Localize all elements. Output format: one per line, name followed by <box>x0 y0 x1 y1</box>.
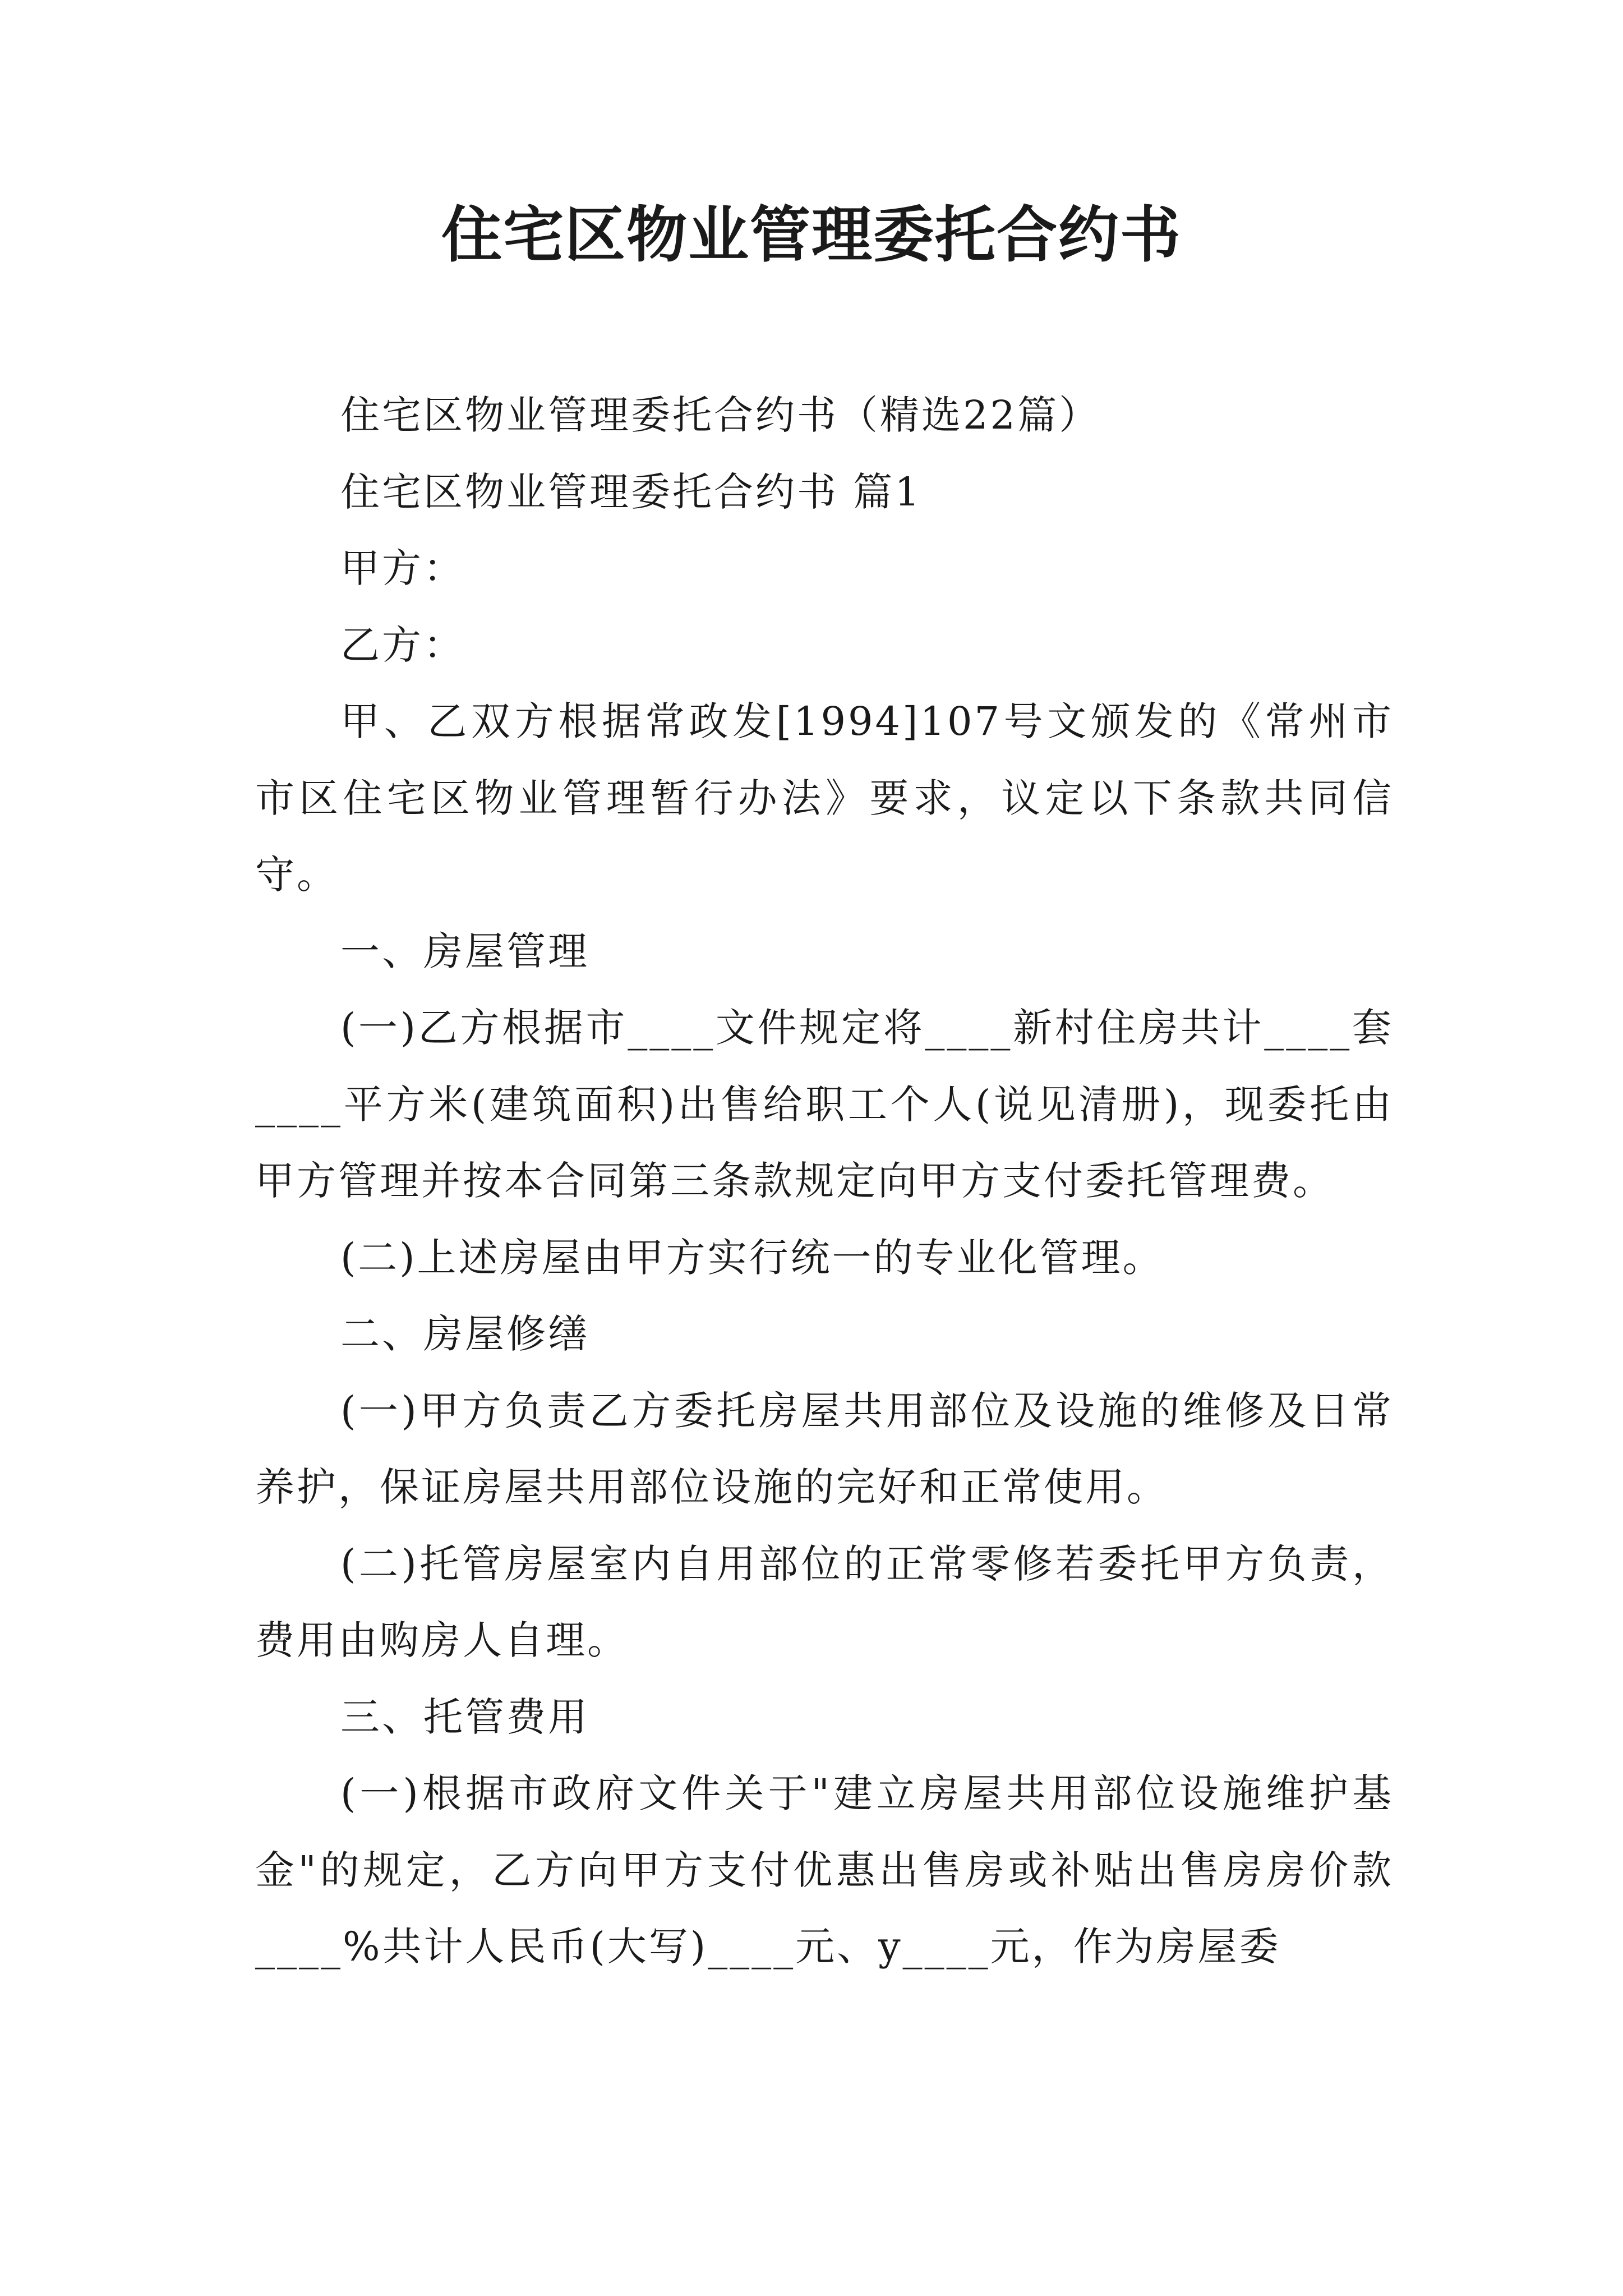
paragraph-clause-1-1: (一)乙方根据市____文件规定将____新村住房共计____套____平方米(建筑面积)出售给职工个人(说见清册)，现委托由甲方管理并按本合同第三条款规定向甲方支付委托管理费。 <box>255 1005 1394 1204</box>
paragraph-clause-3-1: (一)根据市政府文件关于"建立房屋共用部位设施维护基金"的规定，乙方向甲方支付优惠出售房或补贴出售房房价款____%共计人民币(大写)____元、y____元，作为房屋委 <box>255 1770 1394 1970</box>
paragraph-section-heading: 住宅区物业管理委托合约书 篇1 <box>340 468 922 515</box>
paragraph-party-b: 乙方： <box>340 622 465 668</box>
heading-housing-management: 一、房屋管理 <box>340 928 589 974</box>
paragraph-subtitle: 住宅区物业管理委托合约书（精选22篇） <box>340 392 1101 438</box>
paragraph-clause-1-2: (二)上述房屋由甲方实行统一的专业化管理。 <box>340 1234 1164 1281</box>
paragraph-preamble: 甲、乙双方根据常政发[1994]107号文颁发的《常州市市区住宅区物业管理暂行办法》要求，议定以下条款共同信守。 <box>255 698 1394 898</box>
document-title: 住宅区物业管理委托合约书 <box>441 200 1182 270</box>
paragraph-party-a: 甲方： <box>340 545 465 591</box>
heading-housing-repair: 二、房屋修缮 <box>340 1311 589 1357</box>
paragraph-clause-2-1: (一)甲方负责乙方委托房屋共用部位及设施的维修及日常养护，保证房屋共用部位设施的完好和正常使用。 <box>255 1387 1394 1510</box>
heading-custody-fees: 三、托管费用 <box>340 1694 589 1740</box>
paragraph-clause-2-2: (二)托管房屋室内自用部位的正常零修若委托甲方负责，费用由购房人自理。 <box>255 1540 1394 1663</box>
document-body <box>255 377 1394 1985</box>
